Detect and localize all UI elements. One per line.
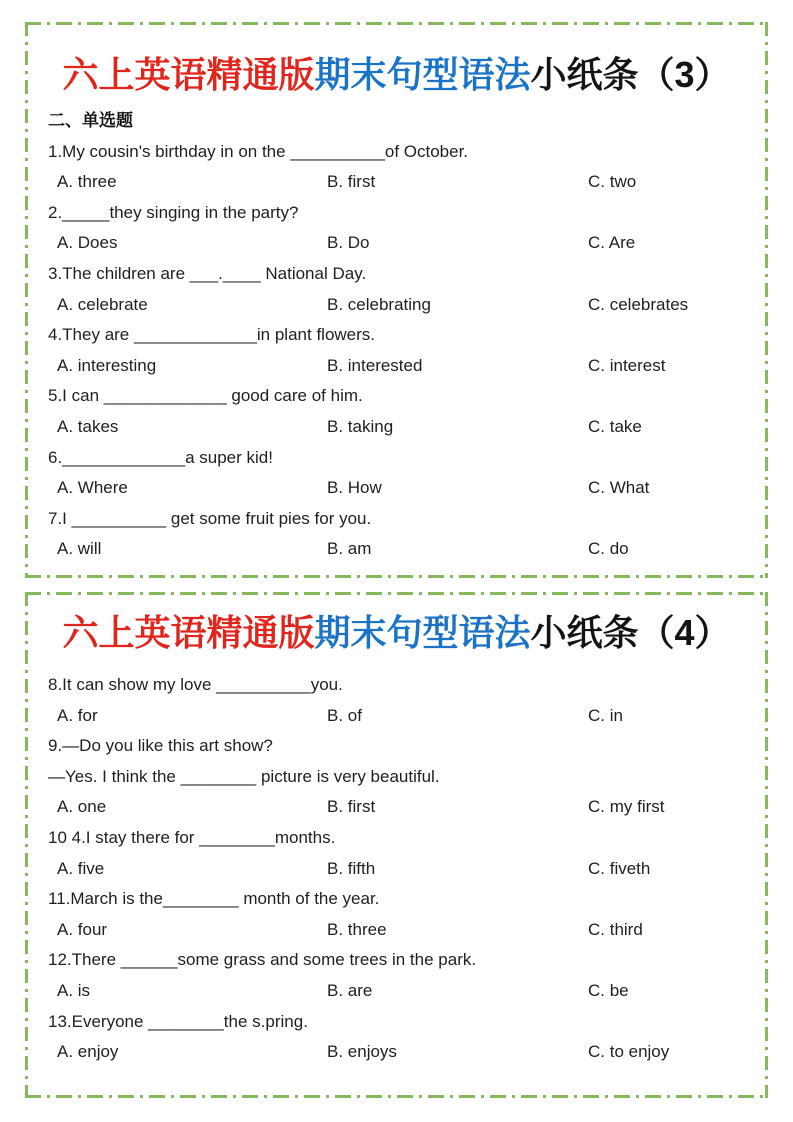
- question-text: 9.—Do you like this art show?: [48, 736, 273, 756]
- question-list: [48, 137, 756, 565]
- options-row: [48, 167, 756, 198]
- option-b: B. first: [327, 797, 376, 817]
- option-b: B. are: [327, 980, 373, 1000]
- options-row: [48, 351, 756, 382]
- options-row: [48, 854, 756, 885]
- option-c: C. What: [588, 478, 650, 498]
- option-b: B. three: [327, 919, 387, 939]
- option-a: A. will: [57, 539, 102, 559]
- option-a: A. five: [57, 858, 105, 878]
- title-part-black: 小纸条（3）: [530, 54, 731, 95]
- options-row: [48, 976, 756, 1007]
- title-part-blue: 期末句型语法: [314, 612, 531, 653]
- option-b: B. interested: [327, 355, 423, 375]
- question-text: 13.Everyone ________the s.pring.: [48, 1011, 308, 1031]
- question-text: 8.It can show my love __________you.: [48, 675, 343, 694]
- title-part-blue: 期末句型语法: [314, 54, 531, 95]
- option-c: C. interest: [588, 355, 666, 375]
- option-c: C. to enjoy: [588, 1042, 670, 1062]
- worksheet-card-3: [25, 22, 768, 578]
- options-row: [48, 473, 756, 504]
- card-4-title: [25, 592, 768, 656]
- question-text: 5.I can _____________ good care of him.: [48, 386, 363, 406]
- option-c: C. third: [588, 919, 643, 939]
- option-c: C. my first: [588, 797, 665, 817]
- option-a: A. four: [57, 919, 108, 939]
- option-a: A. one: [57, 797, 107, 817]
- question-text: —Yes. I think the ________ picture is very beautiful.: [48, 766, 440, 786]
- option-b: B. first: [327, 172, 376, 192]
- question-text: 12.There ______some grass and some trees in the park.: [48, 950, 477, 970]
- options-row: [48, 792, 756, 823]
- options-row: [48, 534, 756, 565]
- question-text: 11.March is the________ month of the year.: [48, 889, 380, 909]
- option-b: B. enjoys: [327, 1042, 397, 1062]
- option-c: C. take: [588, 416, 642, 436]
- option-c: C. be: [588, 980, 629, 1000]
- option-c: C. in: [588, 705, 623, 725]
- question-text: 4.They are _____________in plant flowers.: [48, 325, 376, 345]
- option-b: B. am: [327, 539, 372, 559]
- question-text: 2._____they singing in the party?: [48, 202, 299, 222]
- question-text: 3.The children are ___.____ National Day.: [48, 263, 367, 283]
- card-4-content: [25, 670, 768, 1068]
- options-row: [48, 915, 756, 946]
- card-3-title: [25, 22, 768, 98]
- option-c: C. two: [588, 172, 637, 192]
- options-row: [48, 228, 756, 259]
- option-b: B. of: [327, 705, 362, 725]
- option-b: B. How: [327, 478, 382, 498]
- worksheet-card-4: [25, 592, 768, 1098]
- options-row: [48, 412, 756, 443]
- option-b: B. Do: [327, 233, 370, 253]
- card-3-content: [25, 106, 768, 565]
- option-c: C. do: [588, 539, 629, 559]
- option-a: A. interesting: [57, 355, 157, 375]
- option-a: A. three: [57, 172, 117, 192]
- title-part-red: 六上英语精通版: [62, 612, 315, 653]
- question-text: 10 4.I stay there for ________months.: [48, 827, 336, 847]
- option-a: A. Does: [57, 233, 118, 253]
- option-c: C. Are: [588, 233, 636, 253]
- option-b: B. celebrating: [327, 294, 431, 314]
- option-a: A. takes: [57, 416, 119, 436]
- option-a: A. is: [57, 980, 91, 1000]
- option-b: B. fifth: [327, 858, 376, 878]
- options-row: [48, 290, 756, 321]
- option-a: A. celebrate: [57, 294, 148, 314]
- option-a: A. enjoy: [57, 1042, 119, 1062]
- option-c: C. celebrates: [588, 294, 689, 314]
- title-part-red: 六上英语精通版: [62, 54, 315, 95]
- question-text: 7.I __________ get some fruit pies for you.: [48, 508, 372, 528]
- option-b: B. taking: [327, 416, 394, 436]
- question-list: [48, 670, 756, 1068]
- question-text: 6._____________a super kid!: [48, 447, 273, 467]
- option-c: C. fiveth: [588, 858, 651, 878]
- options-row: [48, 701, 756, 732]
- option-a: A. for: [57, 705, 98, 725]
- section-heading: 二、单选题: [48, 111, 133, 130]
- options-row: [48, 1037, 756, 1068]
- option-a: A. Where: [57, 478, 128, 498]
- title-part-black: 小纸条（4）: [530, 612, 731, 653]
- question-text: 1.My cousin's birthday in on the __________of October.: [48, 141, 469, 161]
